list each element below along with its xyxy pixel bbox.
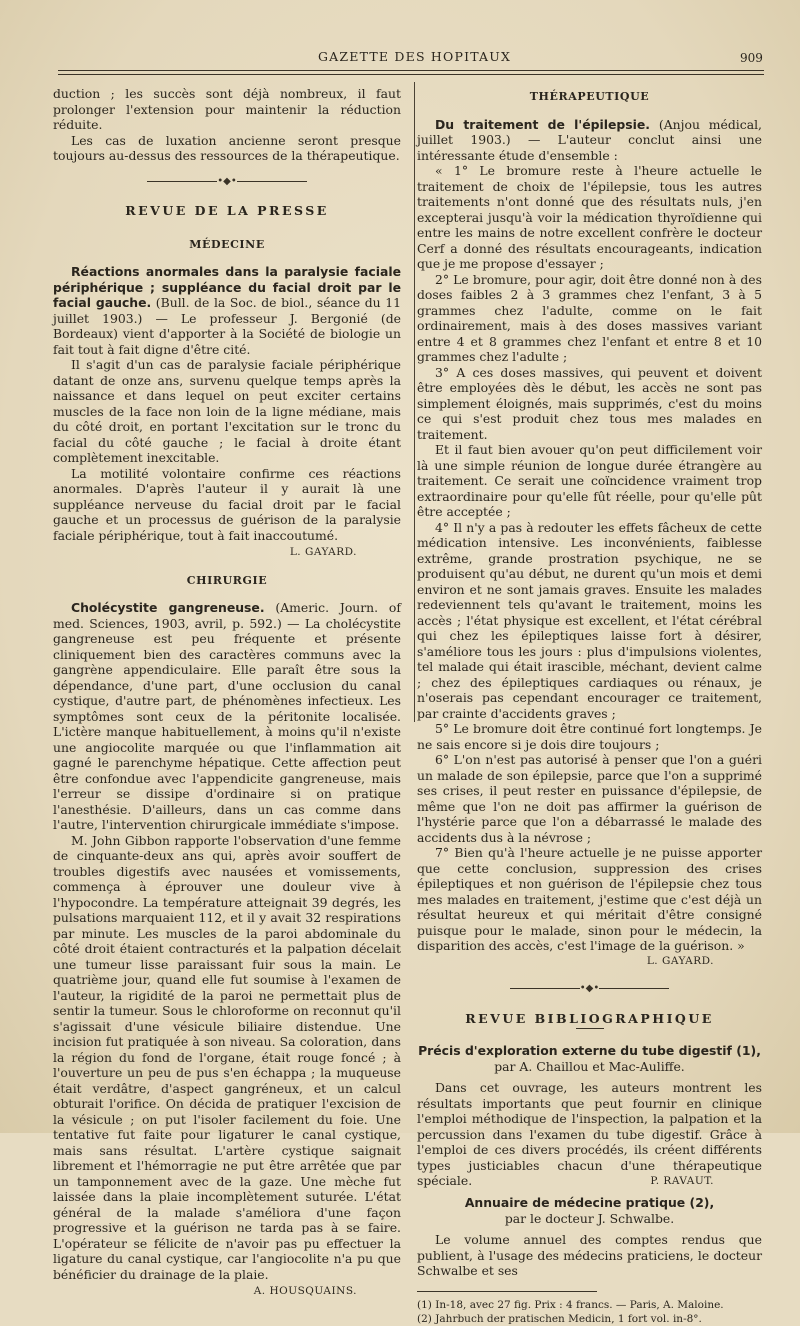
article-title: Du traitement de l'épilepsie. [435, 116, 650, 132]
left-column [53, 86, 401, 1300]
footnote: (1) In-18, avec 27 fig. Prix : 4 francs. — Paris, A. Maloine. [417, 1298, 724, 1311]
list-item: 6° L'on n'est pas autorisé à penser que l'on a guéri un malade de son épilepsie, parce que l'on a supprimé ses crises, il peut rester en puissance d'épilepsie, de même que l'on ne doit pas affirmer la guérison de l'hystérie parce que l'on a débarrassé le malade des accidents dus à la névrose ; [417, 752, 762, 845]
paragraph: Le volume annuel des comptes rendus que publient, à l'usage des médecins praticiens, le docteur Schwalbe et ses [417, 1232, 762, 1278]
list-item: Et il faut bien avouer qu'on peut difficilement voir là une simple réunion de longue durée étrangère au traitement. Ce serait une coïncidence vraiment trop extraordinaire pour qu'elle fût réelle, pour qu'elle pût être acceptée ; [417, 442, 762, 519]
signature: A. HOUSQUAINS. [253, 1285, 357, 1297]
book-authors: par le docteur J. Schwalbe. [504, 1210, 675, 1226]
journal-title: GAZETTE DES HOPITAUX [318, 49, 512, 64]
section-heading: REVUE BIBLIOGRAPHIQUE [465, 1010, 714, 1026]
header-rule-secondary [58, 74, 764, 75]
list-item: 4° Il n'y a pas à redouter les effets fâcheux de cette médication intensive. Les inconvénients, faiblesse extrême, grande prostration psychique, ne se produisent qu'au début, ne durent qu'un mois et demi environ et ne sont jamais graves. Ensuite les malades redeviennent tels qu'avant le traitement, moins les accès ; l'état physique est excellent, et l'état cérébral qui chez les épileptiques laisse fort à désirer, s'améliore tous les jours : plus d'impulsions violentes, tel malade qui était irascible, méchant, devient calme ; chez des épileptiques cardiaques ou rénaux, je n'oserais pas cependant encourager ce traitement, par crainte d'accidents graves ; [417, 519, 762, 721]
right-column [417, 89, 762, 1326]
list-item: 5° Le bromure doit être continué fort longtemps. Je ne sais encore si je dois dire toujours ; [417, 721, 762, 752]
book-title: Précis d'exploration externe du tube digestif (1), [418, 1043, 761, 1058]
list-item: 2° Le bromure, pour agir, doit être donné non à des doses faibles 2 à 3 grammes chez l'enfant, 3 à 5 grammes chez l'adulte, comme on le fait ordinairement, mais à des doses massives variant entre 4 et 8 grammes chez l'enfant et entre 8 et 10 grammes chez l'adulte ; [417, 271, 762, 364]
book-title: Annuaire de médecine pratique (2), [464, 1195, 715, 1210]
paragraph: Il s'agit d'un cas de paralysie faciale périphérique datant de onze ans, survenu quelque temps après la naissance et dans lequel on peut exciter certains muscles de la face non loin de la ligne médiane, mais du côté droit, en portant l'excitation sur le tronc du facial du côté gauche ; le facial à droite étant complètement inexcitable. [53, 357, 401, 465]
section-ornament: •◆• [53, 174, 401, 190]
section-ornament: •◆• [417, 981, 762, 997]
signature: P. RAVAUT. [650, 1174, 714, 1187]
paragraph: duction ; les succès sont déjà nombreux, il faut prolonger l'extension pour maintenir la réduction réduite. [53, 86, 401, 132]
column-divider [414, 82, 415, 722]
page-number: 909 [740, 51, 763, 65]
paragraph: Les cas de luxation ancienne seront presque toujours au-dessus des ressources de la thérapeutique. [53, 132, 401, 163]
subsection-heading: THÉRAPEUTIQUE [529, 90, 650, 103]
subsection-heading: MÉDECINE [189, 237, 265, 251]
article-text: (Americ. Journ. of med. Sciences, 1903, avril, p. 592.) — La cholécystite gangreneuse est peu fréquente et présente cliniquement bien des caractères communs avec la gangrène appendiculaire. Elle paraît être sous la dépendance, d'une part, d'une occlusion du canal cystique, d'autre part, de phénomènes infectieux. Les symptômes sont ceux de la péritonite localisée. L'ictère manque habituellement, à moins qu'il n'existe une angiocolite marquée ou que l'inflammation ait gagné le parenchyme hépatique. Cette affection peut être confondue avec l'appendicite gangreneuse, mais l'erreur se dissipe d'ordinaire si on pratique l'anesthésie. D'ailleurs, dans un cas comme dans l'autre, l'intervention chirurgicale immédiate s'impose. [53, 600, 401, 832]
footnote-rule [417, 1291, 597, 1292]
paragraph: Dans cet ouvrage, les auteurs montrent les résultats importants que peut fournir en clinique l'emploi méthodique de l'inspection, la palpation et la percussion dans l'examen du tube digestif. Grâce à l'emploi de ces divers procédés, ils créent différents types justiciables chacun d'une thérapeutique spéciale. [417, 1080, 762, 1188]
list-item: 7° Bien qu'à l'heure actuelle je ne puisse apporter que cette conclusion, suppression des crises épileptiques et non guérison de l'épilepsie chez tous mes malades en traitement, j'estime que c'est déjà un résultat heureux et qui méritait d'être consigné puisque pour le malade, sinon pour le médecin, la disparition des accès, c'est l'image de la guérison. » [417, 845, 762, 953]
paragraph: M. John Gibbon rapporte l'observation d'une femme de cinquante-deux ans qui, après avoir souffert de troubles digestifs avec nausées et vomissements, commença à éprouver une douleur vive à l'hypocondre. La température atteignait 39 degrés, les pulsations marquaient 112, et il y avait 32 respirations par minute. Les muscles de la paroi abdominale du côté droit étaient contracturés et la palpation décelait une tumeur lisse paraissant fuir sous la main. Le quatrième jour, quand elle fut soumise à l'examen de l'auteur, la rigidité de la paroi ne permettait plus de sentir la tumeur. Sous le chloroforme on reconnut qu'il s'agissait d'une vésicule biliaire distendue. Une incision fut pratiquée à son niveau. Sa coloration, dans la région du fond de l'organe, était rouge foncé ; à l'ouverture un peu de pus s'en échappa ; la muqueuse était verdâtre, d'aspect gangréneux, et un calcul obturait l'orifice. On décida de pratiquer l'excision de la vésicule ; on put l'isoler facilement du foie. Une tentative fut faite pour ligaturer le canal cystique, mais sans résultat. L'artère cystique saignait librement et l'hémorragie ne put être arrêtée que par un tamponnement avec de la gaze. Une mèche fut laissée dans la plaie incomplètement suturée. L'état général de la malade s'améliora d'une façon progressive et la guérison ne tarda pas à se faire. L'opérateur se félicite de n'avoir pas pu effectuer la ligature du canal cystique, car l'angiocolite n'a pu que bénéficier du drainage de la plaie. [53, 832, 401, 1282]
title-underline [576, 1028, 604, 1029]
paragraph: La motilité volontaire confirme ces réactions anormales. D'après l'auteur il y aurait là une suppléance nerveuse du facial droit par le facial gauche et un processus de guérison de la paralysie faciale périphérique, tout à fait inaccoutumé. [53, 465, 401, 543]
article-title: Réactions anormales dans la paralysie faciale périphérique ; suppléance du facial droit par le facial gauche. [53, 264, 401, 310]
book-authors: par A. Chaillou et Mac-Auliffe. [494, 1058, 685, 1074]
section-heading: REVUE DE LA PRESSE [125, 203, 329, 218]
subsection-heading: CHIRURGIE [186, 573, 268, 587]
list-item: 3° A ces doses massives, qui peuvent et doivent être employées dès le début, les accès ne sont pas simplement éloignés, mais supprimés, c'est du moins ce qui s'est produit chez tous mes malades en traitement. [417, 364, 762, 442]
list-item: « 1° Le bromure reste à l'heure actuelle le traitement de choix de l'épilepsie, tous les autres traitements n'ont donné que des résultats nuls, j'en excepterai jusqu'à voir la médication thyroïdienne qui entre les mains de notre excellent confrère le docteur Cerf a donné des résultats encourageants, indication que je me propose d'essayer ; [417, 163, 762, 271]
article-title: Cholécystite gangreneuse. [71, 600, 265, 615]
signature: L. GAYARD. [646, 954, 714, 967]
footnote: (2) Jahrbuch der pratischen Medicin, 1 fort vol. in-8°. [417, 1312, 702, 1325]
signature: L. GAYARD. [289, 546, 357, 558]
article-text: (Anjou médical, juillet 1903.) — L'auteur conclut ainsi une intéressante étude d'ensemble : [417, 116, 762, 163]
header-rule [58, 70, 764, 71]
article-text: (Bull. de la Soc. de biol., séance du 11 juillet 1903.) — Le professeur J. Bergonié (de Bordeaux) vient d'apporter à la Société de biologie un fait tout à fait digne d'être cité. [53, 295, 401, 357]
